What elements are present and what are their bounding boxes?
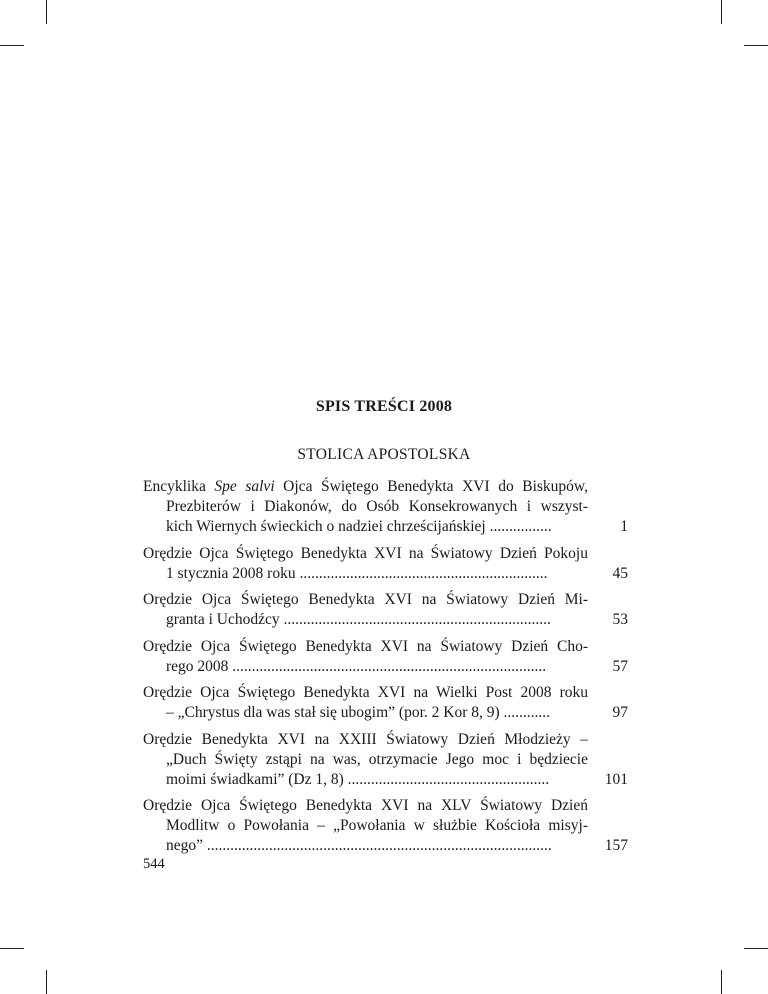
crop-mark-top-left — [46, 0, 47, 24]
table-of-contents — [143, 477, 628, 863]
toc-page-number: 1 — [620, 518, 628, 535]
toc-line: Orędzie Ojca Świętego Benedykta XVI na Światowy Dzień Pokoju — [143, 544, 588, 562]
toc-line: – „Chrystus dla was stał się ubogim” (por. 2 Kor 8, 9) ............ — [166, 704, 551, 721]
toc-line: Encyklika Spe salvi Ojca Świętego Benedykta XVI do Biskupów, — [143, 478, 588, 495]
crop-mark-top-right-h — [744, 45, 768, 46]
toc-entry-text — [143, 544, 588, 584]
toc-page-number: 101 — [604, 770, 628, 788]
toc-page-number: 45 — [612, 564, 628, 582]
toc-entry-text — [143, 796, 588, 856]
toc-entry — [143, 637, 628, 677]
toc-entry-text — [143, 730, 588, 790]
crop-mark-top-right — [721, 0, 722, 24]
page-title: SPIS TREŚCI 2008 — [315, 398, 453, 415]
toc-page-number: 157 — [604, 837, 628, 854]
crop-mark-bottom-left-h — [0, 948, 24, 949]
page-number-folio: 544 — [143, 856, 165, 872]
italic-title: Spe salvi — [214, 478, 275, 495]
toc-line: granta i Uchodźcy ..................................................................... — [166, 611, 551, 628]
toc-entry-text — [143, 477, 588, 537]
toc-line: nego” ......................................................................................... — [166, 837, 552, 854]
toc-line: Orędzie Ojca Świętego Benedykta XVI na Światowy Dzień Cho- — [143, 637, 588, 655]
toc-line: 1 stycznia 2008 roku ................................................................ — [166, 564, 548, 582]
toc-line: „Duch Święty zstąpi na was, otrzymacie Jego moc i będziecie — [166, 750, 588, 768]
crop-mark-top-left-h — [0, 45, 24, 46]
crop-mark-bottom-right-h — [744, 948, 768, 949]
toc-line: rego 2008 ................................................................................. — [166, 657, 547, 675]
toc-entry-text — [143, 637, 588, 677]
toc-line: Orędzie Benedykta XVI na XXIII Światowy Dzień Młodzieży – — [143, 730, 588, 748]
toc-entry — [143, 477, 628, 537]
toc-line: Orędzie Ojca Świętego Benedykta XVI na Światowy Dzień Mi- — [143, 591, 588, 608]
toc-line: moimi świadkami” (Dz 1, 8) .................................................... — [166, 770, 550, 788]
toc-entry — [143, 590, 628, 630]
toc-entry — [143, 683, 628, 723]
toc-entry — [143, 544, 628, 584]
toc-entry-text — [143, 683, 588, 723]
toc-line: Orędzie Ojca Świętego Benedykta XVI na XLV Światowy Dzień — [143, 797, 588, 814]
crop-mark-bottom-left — [46, 970, 47, 994]
toc-page-number: 97 — [612, 704, 628, 721]
toc-line: Prezbiterów i Diakonów, do Osób Konsekrowanych i wszyst- — [166, 498, 588, 515]
toc-entry-text — [143, 590, 588, 630]
toc-entry — [143, 796, 628, 856]
toc-entry — [143, 730, 628, 790]
toc-page-number: 53 — [612, 611, 628, 628]
section-title: STOLICA APOSTOLSKA — [297, 446, 471, 463]
crop-mark-bottom-right — [721, 970, 722, 994]
toc-line: kich Wiernych świeckich o nadziei chrześcijańskiej ................ — [166, 518, 552, 535]
toc-line: Orędzie Ojca Świętego Benedykta XVI na Wielki Post 2008 roku — [143, 684, 588, 701]
toc-line: Modlitw o Powołania – „Powołania w służbie Kościoła misyj- — [166, 817, 588, 834]
toc-page-number: 57 — [612, 657, 628, 675]
